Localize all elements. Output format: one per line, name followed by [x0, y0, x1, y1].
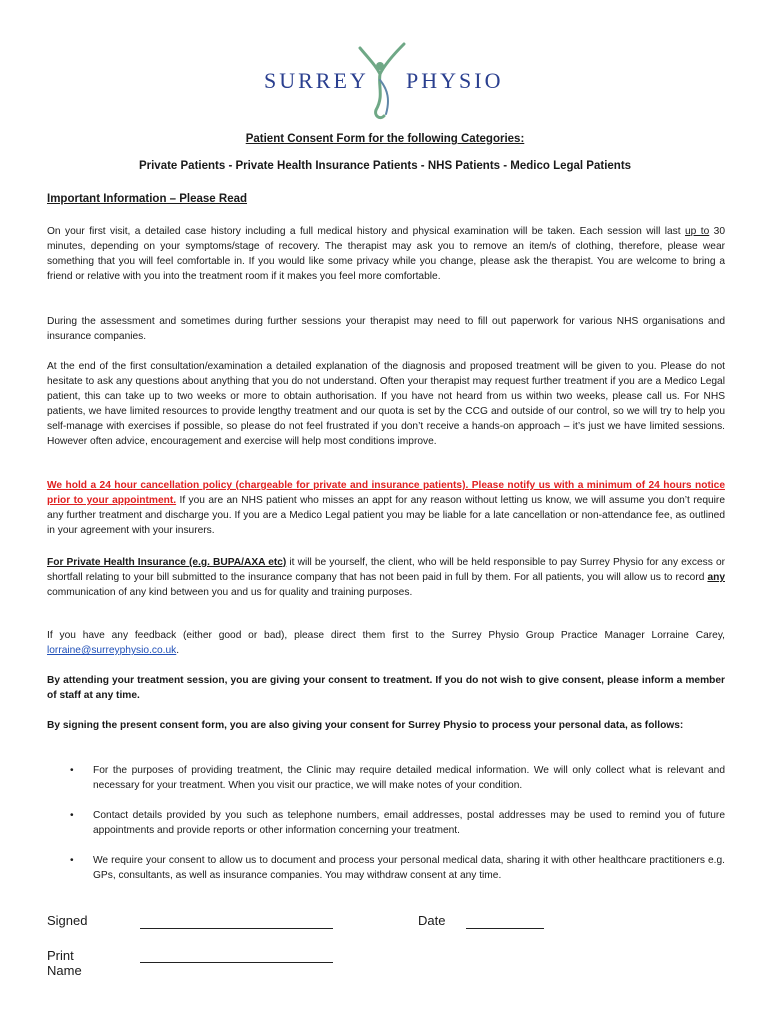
logo-text-physio: PHYSIO [406, 68, 504, 93]
print-name-line[interactable] [140, 962, 333, 963]
cancellation-policy: We hold a 24 hour cancellation policy (chargeable for private and insurance patients). Please notify us with a minimum of 24 hours notice prior to your appointment. [47, 480, 725, 506]
logo-figure-icon [350, 40, 410, 122]
important-info-heading: Important Information – Please Read [47, 193, 248, 205]
bullet-icon: • [70, 810, 74, 821]
list-item: • We require your consent to allow us to document and process your personal medical data, sharing it with other healthcare practitioners e.g. GPs, consultants, as well as insurance companies. You may withdraw consent at any time. [70, 855, 725, 881]
paragraph-data-consent: By signing the present consent form, you are also giving your consent for Surrey Physio to process your personal data, as follows: [47, 720, 684, 731]
signed-line[interactable] [140, 928, 333, 929]
list-item: • For the purposes of providing treatment, the Clinic may require detailed medical information. We will only collect what is relevant and necessary for your treatment. When you visit our practice, we will make notes of your condition. [70, 765, 725, 791]
manager-email-link[interactable]: lorraine@surreyphysio.co.uk [47, 645, 177, 656]
paragraph-consultation: At the end of the first consultation/examination a detailed explanation of the diagnosis and proposed treatment will be given to you. Please do not hesitate to ask any questions about anything that you do not understand. Often your therapist may request further treatment if you are a Medico Legal patient, this can take up to two weeks or more to obtain authorisation. If you have not heard from us within two weeks, please call us. For NHS patients, we have limited resources to provide lengthy treatment and our quota is set by the CCG and outside of our control, so we will try to help you self-manage with exercises if possible, so please do not feel frustrated if you don’t receive a hands-on approach – it’s just we have limited sessions. However often advice, encouragement and exercise will help most conditions improve. [47, 361, 725, 447]
date-label: Date [418, 913, 446, 928]
logo-text-surrey: SURREY [264, 68, 369, 93]
form-title: Patient Consent Form for the following Categories: [245, 133, 525, 145]
patient-categories: Private Patients - Private Health Insurance Patients - NHS Patients - Medico Legal Patients [138, 160, 632, 172]
paragraph-treatment-consent: By attending your treatment session, you are giving your consent to treatment. If you do not wish to give consent, please inform a member of staff at any time. [47, 675, 725, 701]
signed-label: Signed [47, 913, 88, 928]
list-item: • Contact details provided by you such as telephone numbers, email addresses, postal addresses may be used to remind you of future appointments and provide reports or other information concerning your treatment. [70, 810, 725, 836]
paragraph-paperwork: During the assessment and sometimes during further sessions your therapist may need to fill out paperwork for various NHS organisations and insurance companies. [47, 316, 725, 342]
paragraph-insurance: For Private Health Insurance (e.g. BUPA/AXA etc) it will be yourself, the client, who will be held responsible to pay Surrey Physio for any excess or shortfall relating to your bill submitted to the insurance company that has not been paid in full by them. For all patients, you will allow us to record any communication of any kind between you and us for quality and training purposes. [47, 557, 725, 598]
paragraph-first-visit: On your first visit, a detailed case history including a full medical history and physical examination will be taken. Each session will last up to 30 minutes, depending on your symptoms/stage of recovery. The therapist may ask you to remove an item/s of clothing, therefore, please wear something that you will feel comfortable in. If you would like some privacy while you change, please ask the therapist. You are welcome to bring a friend or relative with you into the treatment room if it makes you feel more comfortable. [47, 226, 725, 282]
print-name-label: Print Name [47, 948, 82, 978]
bullet-icon: • [70, 855, 74, 866]
paragraph-cancellation: We hold a 24 hour cancellation policy (chargeable for private and insurance patients). Please notify us with a minimum of 24 hours notice prior to your appointment. If you are an NHS patient who misses an appt for any reason without letting us know, we will assume you don’t require any further treatment and discharge you. If you are a Medico Legal patient you may be liable for a late cancellation or non-attendance fee, as outlined in your agreement with your insurers. [47, 480, 725, 536]
bullet-icon: • [70, 765, 74, 776]
surrey-physio-logo [258, 40, 514, 122]
date-line[interactable] [466, 928, 544, 929]
paragraph-feedback: If you have any feedback (either good or bad), please direct them first to the Surrey Physio Group Practice Manager Lorraine Carey, lorraine@surreyphysio.co.uk. [47, 630, 725, 656]
